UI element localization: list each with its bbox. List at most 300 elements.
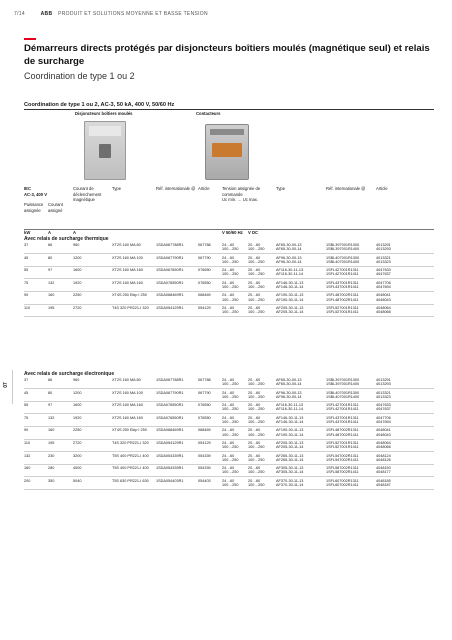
col-ref1: Réf. internationale @ [156,186,196,191]
table-cell: T4S 320 PR221-I 320 [112,306,149,310]
table-cell: 1SDA054403R1 [156,478,184,483]
table-cell: AF116-30-11-14 [276,272,304,277]
table-cell: 132 [48,280,55,285]
table-cell: 100…250 [248,310,265,315]
table-cell: 195 [48,441,55,445]
table-cell: AF96-30-00-14 [276,394,302,399]
table-cell: 20…60 [248,255,261,260]
table-cell: 24…60 [222,415,235,420]
table-cell: 1SDA067790R1 [156,390,184,395]
table-cell: XT2S 160 MA 160 [112,415,143,420]
table-cell: 1SBL407001R1300 [326,255,360,260]
table-cell: 4047694 [376,419,391,424]
row-divider [24,489,434,490]
table-cell: 1SDA067650R1 [156,268,184,273]
table-cell: 4047637 [376,272,391,277]
page-number: 7/14 [14,11,25,17]
table-cell: 067790 [198,255,211,260]
table-row [0,281,452,289]
table-cell: 100…250 [222,482,239,487]
row-divider [24,388,434,389]
table-cell: 1SFL437001R1311 [326,415,359,420]
table-cell: 4048177 [376,470,391,475]
table-cell: 1SDA054339R1 [156,453,184,458]
row-divider [24,316,434,317]
table-cell: 4013323 [376,394,391,399]
row-divider [24,278,434,279]
table-cell: 054129 [198,306,211,310]
table-cell: AF265-30-11-14 [276,457,304,462]
table-cell: 160 [48,293,55,298]
table-cell: 100…250 [248,272,265,277]
row-divider [24,439,434,440]
table-cell: 1SFL547002R1311 [326,453,359,458]
table-cell: 1SFL427001R1311 [326,268,359,273]
table-cell: 1SDA054129R1 [156,306,184,310]
table-cell: 37 [24,378,29,382]
table-cell: 1SFL587002R1411 [326,470,359,475]
col-article2: Article [376,186,388,191]
row-divider [24,451,434,452]
table-cell: 195 [48,306,55,310]
table-cell: 1SFL607002R1411 [326,482,359,487]
table-cell: 100…250 [222,297,239,302]
table-cell: 1600 [73,268,82,273]
group-electronic-title: Avec relais de surcharge électronique [24,371,115,377]
table-cell: XT4S 250 Ekip I 250 [112,293,147,298]
table-cell: 4048043 [376,432,391,437]
table-cell: 20…60 [248,441,261,445]
table-cell: AF205-30-11-13 [276,441,304,445]
table-cell: 97 [48,403,53,408]
table-cell: AF305-30-11-14 [276,470,304,475]
table-cell: AF265-30-11-13 [276,453,304,458]
table-cell: 24…60 [222,441,235,445]
table-cell: AF65-30-00-14 [276,247,302,252]
table-cell: AF116-30-11-13 [276,268,304,273]
table-cell: T5S 400 PR221-I 400 [112,453,149,458]
table-cell: 75 [24,280,29,285]
table-cell: 1SFL527001R1411 [326,445,359,450]
table-cell: 1SBL397001R1300 [326,243,360,247]
table-cell: AF146-30-11-13 [276,280,304,285]
table-cell: 20…60 [248,428,261,433]
table-cell: 100…250 [222,382,239,387]
table-cell: 1SFL487002R1411 [326,297,359,302]
table-cell: 24…60 [222,378,235,382]
table-cell: 1SDA076550R1 [156,280,184,285]
table-cell: 24…60 [222,243,235,247]
table-cell: 100…250 [222,407,239,412]
table-cell: 1SFL437001R1311 [326,280,359,285]
table-cell: 24…60 [222,293,235,298]
table-cell: 4048126 [376,457,391,462]
table-cell: AF65-30-00-14 [276,382,302,387]
table-cell: XT4S 250 Ekip I 250 [112,428,147,433]
table-cell: 100…250 [222,247,239,252]
table-cell: 4048187 [376,482,391,487]
table-cell: 1SBL397001R1300 [326,378,360,382]
table-cell: 45 [24,255,29,260]
col-type2: Type [276,186,286,191]
table-cell: 1SFL547002R1411 [326,457,359,462]
unit-kw: kW [24,230,31,235]
table-cell: 24…60 [222,428,235,433]
unit-a2: A [73,230,77,235]
table-cell: XT2S 160 MA 100 [112,390,143,395]
table-cell: 100…250 [248,419,265,424]
table-cell: 90 [24,293,29,298]
table-cell: 24…60 [222,306,235,310]
table-cell: 20…60 [248,415,261,420]
table-top-rule [24,109,434,110]
table-cell: 24…60 [222,390,235,395]
table-cell: 100…250 [222,445,239,450]
table-cell: 132 [24,453,31,458]
table-cell: 3200 [73,453,82,458]
table-cell: 1SBL407001R1400 [326,394,360,399]
col-article1: Article [198,186,210,191]
table-cell: AF146-30-11-14 [276,419,304,424]
col-puissance: Puissance assignée [24,202,44,213]
table-cell: 132 [48,415,55,420]
table-cell: 100…250 [248,259,265,264]
table-cell: XT2S 160 MA 100 [112,255,143,260]
table-cell: 054129 [198,441,211,445]
table-cell: AF190-30-11-14 [276,297,304,302]
group-thermal-title: Avec relais de surcharge thermique [24,236,109,242]
table-cell: 24…60 [222,466,235,471]
table-cell: 1SBL407001R1300 [326,390,360,395]
table-cell: 960 [73,378,80,382]
table-title: Coordination de type 1 ou 2, AC-3, 50 kA, 400 V, 50/60 Hz [24,102,175,108]
table-cell: 076550 [198,415,211,420]
table-cell: 4013323 [376,259,391,264]
table-cell: 100…250 [222,284,239,289]
table-cell: 24…60 [222,255,235,260]
unit-vdc: V DC [248,230,259,235]
row-divider [24,426,434,427]
table-cell: 4047694 [376,284,391,289]
table-cell: 068469 [198,428,211,433]
table-cell: 5040 [73,478,82,483]
unit-a1: A [48,230,52,235]
table-cell: 100…250 [222,394,239,399]
table-cell: 100…250 [248,284,265,289]
table-cell: 960 [73,243,80,247]
table-cell: AF65-30-00-13 [276,378,302,382]
table-cell: XT2S 160 MA 160 [112,268,143,273]
table-row [0,454,452,462]
table-cell: 1SFL437001R1411 [326,284,359,289]
row-divider [24,413,434,414]
table-cell: 100…250 [222,419,239,424]
table-cell: 24…60 [222,403,235,408]
table-cell: 100…250 [222,432,239,437]
table-cell: 4047706 [376,415,391,420]
table-cell: 4013291 [376,378,391,382]
table-cell: 2720 [73,441,82,445]
table-cell: 350 [48,478,55,483]
row-divider [24,304,434,305]
table-cell: 054339 [198,466,211,471]
table-cell: 4047706 [376,280,391,285]
contactor-image [205,124,249,180]
table-cell: AF190-30-11-14 [276,432,304,437]
row-divider [24,291,434,292]
table-cell: 4000 [73,466,82,471]
table-cell: 4048043 [376,297,391,302]
brand-logo: ABB [40,11,53,17]
table-cell: 068469 [198,293,211,298]
col-courant-assigne: Courant assigné [48,202,63,213]
table-cell: 076550 [198,280,211,285]
table-row [0,403,452,411]
table-cell: 45 [24,390,29,395]
table-cell: 1SFL427001R1411 [326,407,359,412]
table-cell: 75 [24,415,29,420]
table-cell: 80 [48,390,53,395]
table-cell: 1SDA076550R1 [156,415,184,420]
table-cell: 100…250 [222,457,239,462]
table-cell: 054403 [198,478,211,483]
table-cell: 20…60 [248,243,261,247]
table-cell: 1SDA054129R1 [156,441,184,445]
table-row [0,293,452,301]
table-cell: 20…60 [248,280,261,285]
table-cell: AF370-30-11-13 [276,478,304,483]
table-cell: 076550 [198,403,211,408]
row-divider [24,401,434,402]
table-cell: 4013293 [376,382,391,387]
table-row [0,378,452,386]
page-subtitle: Coordination de type 1 ou 2 [24,71,135,81]
table-row [0,243,452,251]
table-cell: 160 [48,428,55,433]
table-cell: 4048066 [376,310,391,315]
table-cell: 2250 [73,293,82,298]
section-name: PRODUIT ET SOLUTIONS MOYENNE ET BASSE TENSION [58,11,208,17]
table-cell: 55 [24,268,29,273]
table-cell: 1920 [73,415,82,420]
table-cell: 1200 [73,255,82,260]
table-cell: AF190-30-11-13 [276,293,304,298]
table-cell: 160 [24,466,31,471]
table-cell: XT2S 160 MA 160 [112,280,143,285]
table-cell: 4048064 [376,306,391,310]
table-cell: 067788 [198,378,211,382]
table-cell: AF96-30-00-13 [276,390,302,395]
table-cell: 280 [48,466,55,471]
table-cell: 110 [24,306,31,310]
table-cell: 1SFL487002R1311 [326,428,359,433]
chapter-tab: 07 [0,370,13,404]
table-cell: 24…60 [222,280,235,285]
page-header [14,11,208,17]
table-row [0,428,452,436]
table-cell: AF116-30-11-13 [276,403,304,408]
table-cell: 100…250 [248,457,265,462]
table-cell: 4048064 [376,441,391,445]
table-cell: 4048150 [376,466,391,471]
table-cell: 4048066 [376,445,391,450]
table-cell: 1SFL607002R1311 [326,478,359,483]
table-cell: 1SDA067790R1 [156,255,184,260]
table-cell: 20…60 [248,378,261,382]
table-cell: AF205-30-11-14 [276,310,304,315]
table-cell: 55 [24,403,29,408]
table-row [0,479,452,487]
table-cell: AF205-30-11-13 [276,306,304,310]
table-cell: 24…60 [222,478,235,483]
table-cell: 1920 [73,280,82,285]
table-cell: 1SFL427001R1411 [326,272,359,277]
table-cell: 1SFL487002R1311 [326,293,359,298]
table-cell: 1SFL527001R1311 [326,441,359,445]
table-cell: AF116-30-11-14 [276,407,304,412]
table-cell: 1SFL527001R1311 [326,306,359,310]
table-cell: 4047633 [376,268,391,273]
col-tension: Tension assignée de commande Uc min. … Uc max. [222,186,261,203]
table-cell: 100…250 [248,470,265,475]
table-cell: 20…60 [248,403,261,408]
row-divider [24,464,434,465]
table-cell: 4047633 [376,403,391,408]
breaker-label: Disjoncteurs boîtiers moulés [75,111,133,116]
table-cell: 1SFL427001R1311 [326,403,359,408]
table-cell: T5S 400 PR221-I 400 [112,466,149,471]
table-cell: AF96-30-00-13 [276,255,302,260]
table-cell: T5S 630 PR221-I 630 [112,478,149,483]
table-cell: AF146-30-11-13 [276,415,304,420]
col-courant-decl: Courant de déclenchement magnétique [73,186,102,203]
accent-bar [24,38,36,40]
table-cell: AF370-30-11-14 [276,482,304,487]
table-cell: AF205-30-11-14 [276,445,304,450]
table-cell: 20…60 [248,268,261,273]
table-cell: 1SFL587002R1311 [326,466,359,471]
table-cell: 230 [48,453,55,458]
row-divider [24,476,434,477]
table-cell: 4048185 [376,478,391,483]
table-cell: 100…250 [248,382,265,387]
table-cell: 100…250 [248,394,265,399]
table-cell: 100…250 [248,247,265,252]
row-divider [24,266,434,267]
table-cell: 1SFL527001R1411 [326,310,359,315]
table-cell: T4S 320 PR221-I 320 [112,441,149,445]
table-cell: 1SFL487002R1411 [326,432,359,437]
table-cell: 1SDA067788R1 [156,378,184,382]
table-cell: 1SDA068469R1 [156,428,184,433]
table-cell: XT2S 160 MA 160 [112,403,143,408]
table-cell: 1SDA076550R1 [156,403,184,408]
table-cell: 97 [48,268,53,273]
table-row [0,256,452,264]
table-cell: 4047637 [376,407,391,412]
table-row [0,306,452,314]
table-cell: 20…60 [248,390,261,395]
table-cell: XT2S 160 MA 80 [112,378,141,382]
table-cell: 1SBL407001R1400 [326,259,360,264]
page-title: Démarreurs directs protégés par disjoncteurs boîtiers moulés (magnétique seul) et relais de surcharge [24,43,430,67]
table-cell: 100…250 [248,432,265,437]
table-cell: 20…60 [248,453,261,458]
table-cell: XT2S 160 MA 80 [112,243,141,247]
table-cell: 4013321 [376,255,391,260]
table-row [0,268,452,276]
table-row [0,466,452,474]
table-cell: 2250 [73,428,82,433]
table-cell: AF190-30-11-13 [276,428,304,433]
table-cell: 100…250 [222,310,239,315]
table-cell: 200 [24,478,31,483]
table-cell: 66 [48,378,53,382]
col-type1: Type [112,186,122,191]
table-cell: AF146-30-11-14 [276,284,304,289]
table-cell: 067788 [198,243,211,247]
table-cell: 100…250 [248,407,265,412]
table-cell: 4013293 [376,247,391,252]
table-cell: 4048041 [376,428,391,433]
table-cell: 100…250 [222,272,239,277]
table-cell: 076650 [198,268,211,273]
table-cell: 1SBL397001R1400 [326,247,360,252]
table-cell: 24…60 [222,453,235,458]
breaker-image [84,121,126,180]
table-cell: 20…60 [248,466,261,471]
table-cell: 1600 [73,403,82,408]
table-row [0,391,452,399]
table-cell: 110 [24,441,31,445]
table-cell: 4048041 [376,293,391,298]
table-cell: 4013291 [376,243,391,247]
col-ref2: Réf. internationale @ [326,186,366,191]
table-cell: 24…60 [222,268,235,273]
col-iec: IEC AC-3, 400 V [24,186,48,197]
table-cell: 100…250 [222,259,239,264]
table-cell: 20…60 [248,478,261,483]
table-cell: 1SDA054339R1 [156,466,184,471]
table-row [0,441,452,449]
table-cell: 100…250 [248,445,265,450]
table-cell: 20…60 [248,293,261,298]
table-row [0,416,452,424]
table-cell: 1SFL437001R1411 [326,419,359,424]
table-cell: AF96-30-00-14 [276,259,302,264]
table-cell: AF305-30-11-13 [276,466,304,471]
table-cell: 66 [48,243,53,247]
table-cell: 100…250 [248,297,265,302]
table-cell: 1SDA068469R1 [156,293,184,298]
table-cell: 1SBL397001R1400 [326,382,360,387]
table-cell: 4013321 [376,390,391,395]
table-cell: 067790 [198,390,211,395]
table-cell: 4048124 [376,453,391,458]
contactor-label: Contacteurs [196,111,221,116]
table-cell: 2720 [73,306,82,310]
table-cell: 90 [24,428,29,433]
table-cell: 37 [24,243,29,247]
table-cell: 100…250 [222,470,239,475]
table-cell: 20…60 [248,306,261,310]
table-cell: AF65-30-00-13 [276,243,302,247]
unit-vac: V 50/60 Hz [222,230,243,235]
table-cell: 1200 [73,390,82,395]
table-cell: 1SDA067788R1 [156,243,184,247]
row-divider [24,253,434,254]
table-cell: 80 [48,255,53,260]
